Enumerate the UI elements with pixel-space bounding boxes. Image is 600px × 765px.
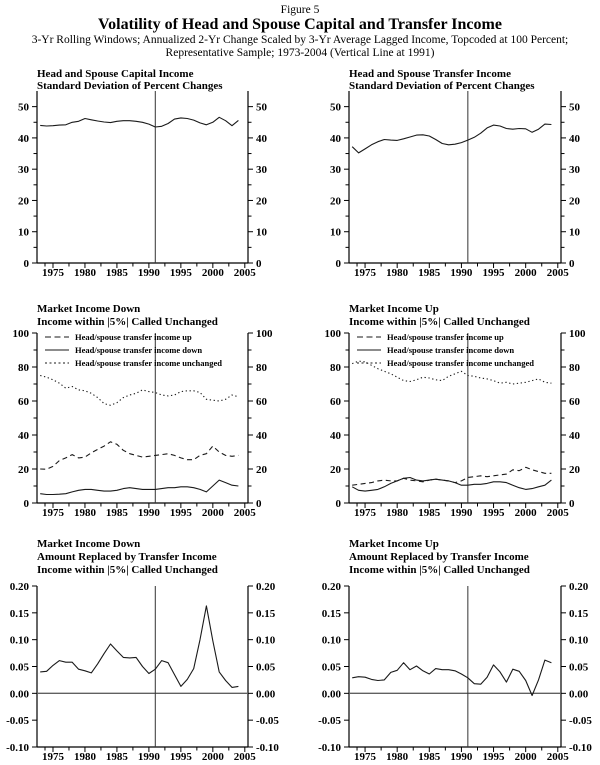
y-tick-label-right: 0 [569, 258, 575, 270]
y-tick-label-left: 0.10 [9, 634, 29, 647]
y-tick-label-left: 0.20 [321, 581, 341, 593]
x-tick-label: 2000 [514, 507, 537, 519]
y-tick-label-right: -0.10 [256, 742, 279, 754]
x-tick-label: 1975 [41, 507, 64, 519]
y-tick-label-left: 60 [330, 396, 341, 408]
x-tick-label: 2000 [514, 267, 537, 279]
x-tick-label: 1980 [73, 751, 96, 763]
x-tick-label: 1990 [450, 751, 473, 763]
chart-capital-income-sd [0, 60, 300, 295]
figure-label: Figure 5 [280, 4, 320, 16]
series-line-solid [40, 606, 238, 688]
y-tick-label-right: 30 [569, 164, 580, 177]
x-tick-label: 2000 [201, 267, 224, 279]
y-tick-label-left: 0 [335, 258, 341, 270]
y-tick-label-right: 50 [569, 101, 580, 114]
y-tick-label-right: 30 [256, 164, 267, 177]
series-line-solid [40, 117, 238, 127]
y-tick-label-left: -0.10 [6, 742, 29, 754]
legend-label: Head/spouse transfer income unchanged [387, 358, 534, 368]
x-tick-label: 1980 [73, 267, 96, 279]
y-tick-label-left: 20 [18, 464, 29, 476]
x-tick-label: 1990 [450, 507, 473, 519]
x-tick-label: 1985 [418, 751, 441, 763]
panel-title-line: Amount Replaced by Transfer Income [349, 551, 529, 563]
y-tick-label-left: 0.10 [321, 634, 341, 647]
y-tick-label-right: 0.00 [256, 688, 276, 701]
x-tick-label: 1975 [354, 267, 377, 279]
x-tick-label: 2005 [546, 507, 569, 519]
y-tick-label-left: -0.10 [318, 742, 341, 754]
panel-title-line: Market Income Down [37, 303, 141, 315]
y-tick-label-left: 80 [18, 362, 29, 374]
legend [357, 332, 534, 368]
x-tick-label: 2000 [201, 751, 224, 763]
y-tick-label-left: 0.00 [9, 688, 29, 701]
y-tick-label-left: 0.15 [321, 607, 341, 620]
x-tick-label: 1990 [450, 267, 473, 279]
y-tick-label-right: 40 [569, 132, 580, 145]
x-tick-label: 1985 [105, 751, 128, 763]
y-tick-label-right: 40 [569, 430, 580, 442]
y-tick-label-right: 20 [569, 464, 580, 476]
y-tick-label-left: 20 [330, 195, 341, 208]
x-tick-label: 1980 [73, 507, 96, 519]
series-line-dashed [352, 467, 551, 485]
panel-title-line: Market Income Down [37, 538, 141, 550]
chart-market-income-down-shares [0, 295, 300, 535]
x-tick-label: 1980 [386, 267, 409, 279]
panel-title-line: Head and Spouse Transfer Income [349, 68, 511, 80]
y-tick-label-right: -0.10 [569, 742, 592, 754]
panel-title-line: Income within |5%| Called Unchanged [349, 316, 530, 328]
y-tick-label-left: 0 [23, 498, 29, 510]
chart-transfer-income-sd [300, 60, 600, 295]
chart-market-income-up-shares [300, 295, 600, 535]
y-tick-label-left: 50 [330, 101, 341, 114]
y-tick-label-right: -0.05 [256, 715, 279, 728]
x-tick-label: 2005 [233, 267, 256, 279]
y-tick-label-left: 0.15 [9, 607, 29, 620]
y-tick-label-left: 0 [23, 258, 29, 270]
y-tick-label-left: 10 [18, 226, 29, 239]
y-tick-label-left: 0 [335, 498, 341, 510]
y-tick-label-left: -0.05 [318, 715, 341, 728]
series-line-dotted [40, 376, 238, 406]
y-tick-label-right: 0.05 [256, 661, 276, 674]
y-tick-label-right: 20 [256, 464, 267, 476]
x-tick-label: 1990 [137, 507, 160, 519]
x-tick-label: 2005 [546, 751, 569, 763]
y-tick-label-left: 40 [18, 430, 29, 442]
y-tick-label-right: 0.00 [569, 688, 589, 701]
x-tick-label: 1985 [105, 267, 128, 279]
panel-title-line: Standard Deviation of Percent Changes [37, 80, 223, 92]
x-tick-label: 1990 [137, 751, 160, 763]
figure-header [0, 0, 600, 61]
y-tick-label-left: -0.05 [6, 715, 29, 728]
series-line-solid [352, 124, 551, 153]
y-tick-label-right: 60 [569, 396, 580, 408]
y-tick-label-left: 30 [330, 164, 341, 177]
y-tick-label-right: 0.05 [569, 661, 589, 674]
x-tick-label: 1980 [386, 507, 409, 519]
y-tick-label-left: 40 [330, 430, 341, 442]
legend [45, 332, 222, 368]
y-tick-label-right: -0.05 [569, 715, 592, 728]
x-tick-label: 1995 [169, 507, 192, 519]
y-tick-label-left: 100 [324, 328, 341, 340]
y-tick-label-right: 0.20 [256, 581, 276, 593]
y-tick-label-right: 80 [569, 362, 580, 374]
x-tick-label: 1985 [418, 507, 441, 519]
chart-market-income-up-replacement [300, 530, 600, 765]
y-tick-label-right: 40 [256, 132, 267, 145]
y-tick-label-left: 50 [18, 101, 29, 114]
panel-title-line: Market Income Up [349, 303, 439, 315]
panel-title-line: Income within |5%| Called Unchanged [37, 564, 218, 576]
chart-market-income-down-replacement [0, 530, 300, 765]
y-tick-label-right: 0.15 [569, 607, 589, 620]
series-line-solid [352, 660, 551, 695]
series-line-dashed [40, 442, 238, 470]
x-tick-label: 1985 [418, 267, 441, 279]
legend-label: Head/spouse transfer income up [75, 332, 192, 342]
y-tick-label-right: 100 [569, 328, 586, 340]
y-tick-label-right: 0 [256, 258, 262, 270]
x-tick-label: 2005 [546, 267, 569, 279]
panel-title-line: Head and Spouse Capital Income [37, 68, 194, 80]
figure-subtitle-line1: 3-Yr Rolling Windows; Annualized 2-Yr Change Scaled by 3-Yr Average Lagged Income, Topcoded at 100 Percent; [31, 33, 569, 46]
x-tick-label: 1995 [169, 751, 192, 763]
legend-label: Head/spouse transfer income down [387, 345, 515, 355]
x-tick-label: 1995 [482, 507, 505, 519]
legend-label: Head/spouse transfer income up [387, 332, 504, 342]
x-tick-label: 2005 [233, 507, 256, 519]
y-tick-label-right: 80 [256, 362, 267, 374]
x-tick-label: 1995 [482, 267, 505, 279]
y-tick-label-left: 30 [18, 164, 29, 177]
y-tick-label-left: 100 [12, 328, 29, 340]
y-tick-label-right: 10 [256, 226, 267, 239]
x-tick-label: 2005 [233, 751, 256, 763]
y-tick-label-right: 40 [256, 430, 267, 442]
y-tick-label-left: 40 [330, 132, 341, 145]
panel-title-line: Amount Replaced by Transfer Income [37, 551, 217, 563]
x-tick-label: 1975 [41, 751, 64, 763]
x-tick-label: 1975 [41, 267, 64, 279]
figure-title: Volatility of Head and Spouse Capital and Transfer Income [98, 16, 502, 33]
legend-label: Head/spouse transfer income unchanged [75, 358, 222, 368]
y-tick-label-right: 0.10 [256, 634, 276, 647]
figure-subtitle-line2: Representative Sample; 1973-2004 (Vertical Line at 1991) [165, 47, 435, 60]
y-tick-label-right: 10 [569, 226, 580, 239]
y-tick-label-left: 80 [330, 362, 341, 374]
y-tick-label-left: 10 [330, 226, 341, 239]
panel-title-line: Standard Deviation of Percent Changes [349, 80, 535, 92]
x-tick-label: 1990 [137, 267, 160, 279]
x-tick-label: 2000 [201, 507, 224, 519]
series-line-solid [40, 480, 238, 494]
y-tick-label-left: 40 [18, 132, 29, 145]
panel-title-line: Income within |5%| Called Unchanged [37, 316, 218, 328]
y-tick-label-left: 0.05 [321, 661, 341, 674]
y-tick-label-right: 0 [256, 498, 262, 510]
y-tick-label-right: 20 [569, 195, 580, 208]
y-tick-label-right: 20 [256, 195, 267, 208]
series-line-solid [352, 478, 551, 492]
x-tick-label: 1975 [354, 751, 377, 763]
y-tick-label-right: 0.15 [256, 607, 276, 620]
panel-title-line: Income within |5%| Called Unchanged [349, 564, 530, 576]
x-tick-label: 1975 [354, 507, 377, 519]
x-tick-label: 1985 [105, 507, 128, 519]
y-tick-label-right: 0 [569, 498, 575, 510]
y-tick-label-left: 0.20 [9, 581, 29, 593]
y-tick-label-right: 100 [256, 328, 273, 340]
x-tick-label: 1995 [169, 267, 192, 279]
x-tick-label: 2000 [514, 751, 537, 763]
legend-label: Head/spouse transfer income down [75, 345, 203, 355]
y-tick-label-right: 60 [256, 396, 267, 408]
y-tick-label-left: 0.05 [9, 661, 29, 674]
y-tick-label-right: 0.20 [569, 581, 589, 593]
y-tick-label-left: 0.00 [321, 688, 341, 701]
panel-title-line: Market Income Up [349, 538, 439, 550]
x-tick-label: 1980 [386, 751, 409, 763]
y-tick-label-right: 0.10 [569, 634, 589, 647]
x-tick-label: 1995 [482, 751, 505, 763]
y-tick-label-left: 60 [18, 396, 29, 408]
y-tick-label-left: 20 [18, 195, 29, 208]
y-tick-label-right: 50 [256, 101, 267, 114]
y-tick-label-left: 20 [330, 464, 341, 476]
